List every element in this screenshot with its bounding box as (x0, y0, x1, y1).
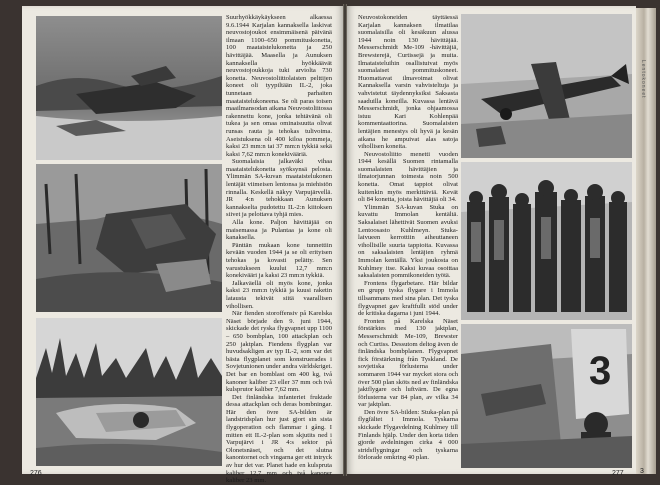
edge-page-number: 3 (640, 468, 644, 475)
page-edge-label: Lentokoneet (640, 60, 646, 99)
left-paragraph: Suurhyökkäykäykseen alkaessa 9.6.1944 Karjalan kannaksella laskivat neuvostojoukot ensimmäisenä päivänä ilmaan 1100–650 pommituskonetta, 100 maataistelukonetta ja 250 hävittäjää. Maasella ja Aunuksen kannaksella hyökkäävät neuvostojoukkoja tuki arviolta 730 konetta. Neuvostoliittolaisten pelttijen koneet oli tyypiltään IL-2, joka tunnetaan parhaiten maataistelukoneena. Se oli paras toisen maailmansodan aikana Neuvostoliitossa rakennettu kone, jonka tehtävänä oli tukea ja sen omaa ominaisuutta olivat runsas rauta ja tehokas tulivoima. Aseistuksena oli 400 kiloa pommeja, kaksi 23 mm:n tai 37 mm:n tykkiä sekä kaksi 7,62 mm:n konekivääriä. (226, 14, 332, 158)
left-paragraph: Det finländska infanteriet fruktade dessa attackplan och deras bombningar. Här den övre SA-bilden är landstridsplan hur just gjort sin sista flygoperation och flammar i gång. I mitten ett IL-2-plan som skjutits ned i Varpujärvi i JR 4:s sektor på Olonetsnäset, och det slutna kanontornet och vingarna ger ett intryck av hur det var. Planet hade en kulspruta kaliber 12,7 mm och två kanoner kaliber 23 mm. (226, 393, 333, 485)
right-paragraph: Den övre SA-bilden: Stuka-plan på flygfältet i Immola. Tyskarna skickade Flygavdelning Kuhlmey till Finlands hjälp. Under den korta tiden gjorde avdelningen cirka 4 000 stridsflygningar och tyskarna förlorade omkring 40 plan. (358, 408, 458, 462)
photo-wreck-in-forest (36, 164, 222, 312)
right-paragraph: Fronten på Karelska Näset förstärktes med 130 jaktplan, Messerschmidt Me-109, Brewster och Curtiss. Dessutom deltog även de finländska bombplanen. Flygvapnet fick förstärkning från Tyskland. De sovjetiska förlusterna under sommaren 1944 var mycket stora och över 500 plan sköts ned av finländska jaktflygare och luftvärn. De egna förlusterna var 84 plan, av vilka 34 var jaktplan. (358, 317, 458, 409)
left-paragraph: Pänttän mukaan kone tunnettiin kevään vuoden 1944 ja se oli erityisen tehokas ja kovasti pelätty. Sen varustukseen kuului 12,7 mm:n konekivääri ja kaksi 23 mm:n tykkiä. (226, 241, 332, 280)
right-text-column (358, 14, 458, 472)
page-edges (636, 8, 656, 474)
left-paragraph: Jalkaväellä oli myös kone, jonka kaksi 23 mm:n tykkiä ja kuusi raketin latausta tekivät siitä vaarallisen vihollisen. (226, 279, 332, 310)
book-gutter (343, 4, 347, 476)
right-paragraph: Frontens flygarbetare. Här bildar en grupp tyska flygare i Immola tillsammans med sina plan. Det tyska flygvapnet gav kraftfullt stöd under de kritiska dagarna i juni 1944. (358, 279, 458, 318)
photo-crashed-aircraft-snow (36, 16, 222, 160)
left-text-column (226, 14, 333, 485)
left-page-number: 276 (30, 470, 42, 477)
left-paragraph: Alla kone. Paljon hävittäjää on maisemassa ja Pulantaa ja kone oli kanaksella. (226, 219, 332, 242)
photo-wreck-with-trees (36, 318, 222, 466)
right-paragraph: Neuvostoliitto menetti vuoden 1944 kesällä Suomen rintamalla suomalaisten hävittäjien ja ilmatorjunnan toimesta noin 500 konetta. Omat tappiot olivat kuitenkin myös merkittäviä. Kevät oli 84 konetta, joista hävittäjiä oli 34. (358, 150, 458, 204)
left-paragraph: Suomalaisia jalkaväki vihaa maataistelukoneita syöksynsä pelosta. Ylimmän SA-kuvan maataistelukonen lentäjät viimeisen lentonsa ja miehistön rinnalla. Keskellä näkyy Varpujärvellä. JR 4:n tehokkaan Aunuksen kannakselta pudotettu IL-2:n kiitoksen siivet ja pelottava tyhjä mies. (226, 158, 332, 219)
photo-pilot-and-aircraft-tail (461, 324, 632, 468)
svg-text:3: 3 (589, 349, 612, 393)
left-paragraph: När fienden storoffensiv på Karelska Näset började den 9. juni 1944, skickade det ryska flygvapnet upp 1100 – 650 bombplan, 100 attackplan och 250 jaktplan. Fiendens flygplan var huvudsakligen av typ IL-2, som var det bästa flygplanet som konstruerades i Sovjetunionen under andra världskriget. Det bar en bomblast om 400 kg, två kanoner kaliber 23 eller 37 mm och två kulsprutor kaliber 7,62 mm. (226, 310, 332, 394)
photo-stuka-airfield (461, 14, 632, 158)
right-page-number: 277 (612, 470, 624, 477)
right-paragraph: Ylimmän SA-kuvan Stuka on kuvattu Immolan kentältä. Saksalaiset lähettivät Suomen avuksi Lentoosasto Kuhlmeyn. Stuka-laivueen kerrottiin aiheuttaneen vihollisille suuria tappioita. Kuvassa on saksalaisten lentäjien ryhmä Immolan kentällä. Yksi joukosta on Kuhlmey itse. Kaksi kuvaa osoittaa saksalaisten pommikoneiden työtä. (358, 203, 458, 280)
photo-german-airmen-group (461, 162, 632, 320)
right-paragraph: Neuvostokoneiden täyttäessä Karjalan kannaksen ilmatilaa suomalaisilla oli kesäkuun alussa 1944 noin 130 hävittäjää. Messerschmidt Me-109 -hävittäjiä, Brewsterejä, Curtissejä ja muita. Ilmataisteluihin osallistuivat myös suomalaiset pommituskoneet. Huomattavat ilmavoimat olivat Kannaksella varsin vahvisteltuja ja vahvistetut täydennyksiksi Saksasta saaduilla koneilla. Kuvassa lentävä Messerschmidt, jonka ohjaamossa istuu Kari Kohlenpää kommentaattorina. Suomalaisten lentäjien menestys oli hyvä ja kesän aikana he ampuivat alas satoja vihollisen koneita. (358, 14, 458, 151)
